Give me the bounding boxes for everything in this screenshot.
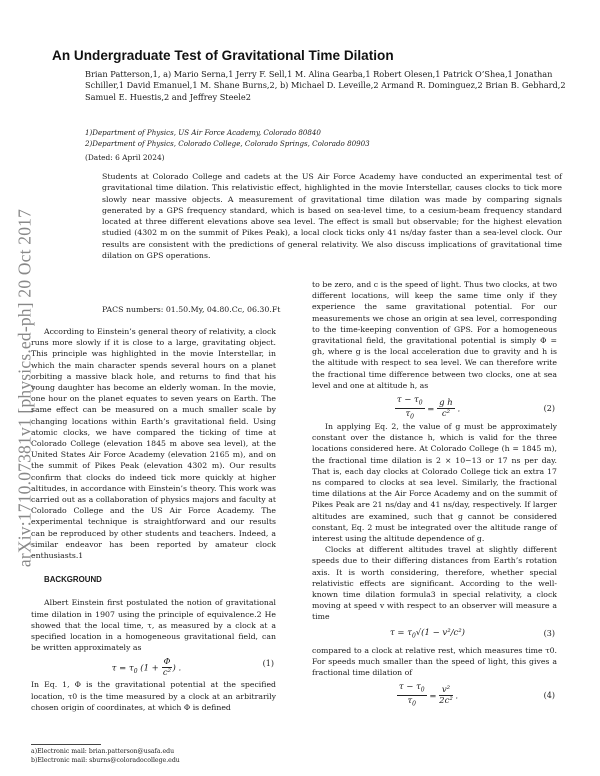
equation-4: $\frac{\tau - \tau_0}{\tau_0}$ = $\frac{\text{v²}}{\text{2c²}}$ . (4) <box>398 682 555 708</box>
abstract: Students at Colorado College and cadets at the US Air Force Academy have conducted an experimental test of gravitational time dilation. This relativistic effect, highlighted in the movie Interstellar, causes clocks to tick more slowly near massive objects. A measurement of gravitational time dilation was made by comparing signals generated by a GPS frequency standard, which is based on sea-level time, to a cesium-beam frequency standard located at three different elevations above sea level. The effect is small but observable; for the highest elevation studied (4302 m on the summit of Pikes Peak), a local clock ticks only 41 ns/day faster than a sea-level clock. Our results are consistent with the predictions of general relativity. We also discuss implications of gravitational time dilation on GPS operations. <box>102 172 562 260</box>
arxiv-identifier: arXiv:1710.07381v1 [physics.ed-ph] 20 Oct 2017 <box>14 208 35 568</box>
right-column <box>312 279 557 708</box>
after-equation-1-paragraph: In Eq. 1, Φ is the gravitational potential at the specified location, τ0 is the time measured by a clock at an arbitrarily chosen origin of coordinates, at which Φ is defined <box>31 680 276 712</box>
equation-3-number: (3) <box>543 628 555 638</box>
equation-1-number: (1) <box>262 659 274 669</box>
affiliation-2: 2)Department of Physics, Colorado College, Colorado Springs, Colorado 80903 <box>85 139 370 148</box>
intro-paragraph: According to Einstein’s general theory of relativity, a clock runs more slowly if it is close to a large, gravitating object. This principle was highlighted in the movie Interstellar, in which the main character spends several hours on a planet orbiting a massive black hole, and returns to find that his young daughter has become an elderly woman. In the movie, one hour on the planet equates to seven years on Earth. The same effect can be measured on a much smaller scale by changing locations within Earth’s gravitational field. Using atomic clocks, we have compared the ticking of time at Colorado College (elevation 1845 m above sea level), at the United States Air Force Academy (elevation 2165 m), and on the summit of Pikes Peak (elevation 4302 m). Our results confirm that clocks do indeed tick more quickly at higher altitudes, in accordance with Einstein’s theory. This work was carried out as a collaboration of physics majors and faculty at Colorado College and the US Air Force Academy. The experimental technique is straightforward and our results can be reproduced by other students and teachers. Indeed, a similar endeavor has been reported by amateur clock enthusiasts.1 <box>31 327 276 561</box>
equation-4-number: (4) <box>543 691 555 701</box>
dated-line: (Dated: 6 April 2024) <box>85 153 165 162</box>
paper-title: An Undergraduate Test of Gravitational Time Dilation <box>52 48 394 63</box>
affiliation-1: 1)Department of Physics, US Air Force Academy, Colorado 80840 <box>85 128 321 137</box>
author-list: Brian Patterson,1, a) Mario Serna,1 Jerry F. Sell,1 M. Alina Gearba,1 Robert Olesen,1 Patrick O’Shea,1 Jonathan Schiller,1 David Emanuel,1 M. Shane Burns,2, b) Michael D. Leveille,2 Armand R. Dominguez,2 Brian B. Gebhard,2 Samuel E. Huestis,2 and Jeffrey Steele2 <box>85 69 566 102</box>
equation-3: $\tau = \tau_0√(1 - v^2/c^2)$ (3) <box>390 627 555 640</box>
equation-2: $\frac{\tau - \tau_0}{\tau_0}$ = $\frac{\text{g h}}{\text{c²}}$ . (2) <box>396 395 555 421</box>
left-column <box>31 326 276 713</box>
footnote-b: b)Electronic mail: sburns@coloradocollege.edu <box>31 757 180 764</box>
background-paragraph: Albert Einstein first postulated the notion of gravitational time dilation in 1907 using the principle of equivalence.2 He showed that the local time, τ, as measured by a clock at a specified location in a homogeneous gravitational field, can be written approximately as <box>31 598 276 653</box>
footnote-a: a)Electronic mail: brian.patterson@usafa.edu <box>31 748 175 755</box>
equation-1: $\tau = \tau_0$ (1 + $\frac{\Phi}{\text{c²}}$ ) . (1) <box>111 657 274 679</box>
equation-2-number: (2) <box>543 404 555 414</box>
right-paragraph-2: In applying Eq. 2, the value of g must be approximately constant over the distance h, which is valid for the three locations considered here. At Colorado College (h = 1845 m), the fractional time dilation is 2 × 10−13 or 17 ns per day. That is, each day clocks at Colorado College tick an extra 17 ns compared to clocks at sea level. Similarly, the fractional time dilations at the Air Force Academy and on the summit of Pikes Peak are 21 ns/day and 41 ns/day, respectively. If larger altitudes are examined, such that g cannot be considered constant, Eq. 2 must be integrated over the altitude range of interest using the altitude dependence of g. <box>312 422 557 544</box>
section-heading: BACKGROUND <box>44 575 102 585</box>
pacs-numbers: PACS numbers: 01.50.My, 04.80.Cc, 06.30.Ft <box>102 305 281 314</box>
right-paragraph-4: compared to a clock at relative rest, which measures time τ0. For speeds much smaller than the speed of light, this gives a fractional time dilation of <box>312 645 557 678</box>
right-paragraph-3: Clocks at different altitudes travel at slightly different speeds due to their differing distances from Earth’s rotation axis. It is worth considering, therefore, whether special relativistic effects are significant. According to the well-known time dilation formula3 in special relativity, a clock moving at speed v with respect to an observer will measure a time <box>312 545 557 622</box>
footnote-rule <box>31 744 101 745</box>
right-paragraph-1: to be zero, and c is the speed of light. Thus two clocks, at two different locations, will keep the same time only if they experience the same gravitational potential. For our measurements we chose an origin at sea level, corresponding to the time-keeping convention of GPS. For a homogeneous gravitational field, the gravitational potential is simply Φ = gh, where g is the local acceleration due to gravity and h is the altitude with respect to sea level. We can therefore write the fractional time difference between two clocks, one at sea level and one at altitude h, as <box>312 280 557 390</box>
